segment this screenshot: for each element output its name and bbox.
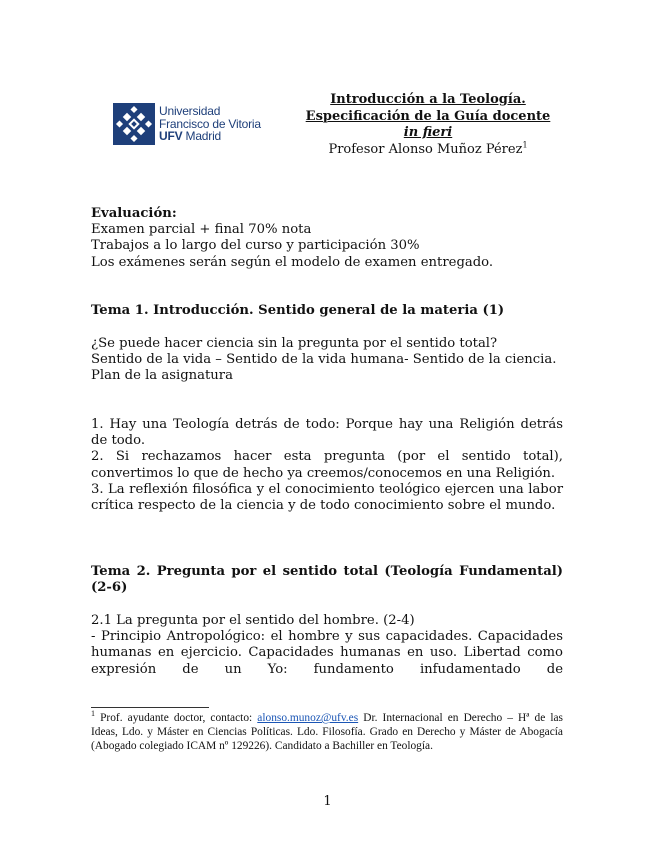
tema1-intro bbox=[91, 336, 563, 385]
tema1-point: 3. La reflexión filosófica y el conocimiento teológico ejercen una labor crítica respecto de la ciencia y de todo conocimiento sobre el mundo. bbox=[91, 481, 563, 514]
evaluacion-line: Examen parcial + final 70% nota bbox=[91, 222, 312, 238]
logo-line-2: Francisco de Vitoria bbox=[159, 116, 261, 131]
tema1-point: 1. Hay una Teología detrás de todo: Porque hay una Religión detrás de todo. bbox=[91, 417, 563, 449]
tema1-heading: Tema 1. Introducción. Sentido general de la materia (1) bbox=[91, 303, 505, 318]
logo-line-3 bbox=[159, 130, 261, 143]
footnote bbox=[91, 711, 563, 754]
tema2-body bbox=[91, 613, 563, 678]
document-title: Introducción a la Teología. bbox=[330, 92, 526, 107]
tema1-question: ¿Se puede hacer ciencia sin la pregunta por el sentido total? bbox=[91, 336, 498, 351]
evaluacion-line: Los exámenes serán según el modelo de examen entregado. bbox=[91, 254, 494, 270]
logo-madrid: Madrid bbox=[182, 129, 222, 143]
tema2-text: - Principio Antropológico: el hombre y sus capacidades. Capacidades humanas en ejercicio. Capacidades humanas en uso. Libertad como expresión de un Yo: fundamento infudamentado de bbox=[91, 629, 563, 677]
logo-wordmark bbox=[159, 105, 261, 143]
ufv-logo-icon bbox=[113, 103, 155, 145]
footnote-ref[interactable]: 1 bbox=[522, 140, 528, 150]
document-header bbox=[288, 92, 568, 158]
page-number: 1 bbox=[323, 794, 332, 809]
contact-email-link[interactable]: alonso.munoz@ufv.es bbox=[257, 712, 359, 724]
footnote-text-after: Dr. Internacional en Derecho – Hª de las Ideas, Ldo. y Máster en Ciencias Políticas. Ldo. Filosofía. Grado en Derecho y Máster de Abogacía (Abogado colegiado ICAM nº 129226). Candidato a Bachiller en Teología. bbox=[91, 712, 563, 753]
tema1-points bbox=[91, 417, 563, 514]
university-logo bbox=[113, 103, 263, 145]
footnote-text-before: Prof. ayudante doctor, contacto: bbox=[95, 712, 258, 724]
logo-line-1: Universidad bbox=[159, 104, 221, 118]
evaluacion-heading: Evaluación: bbox=[91, 206, 177, 221]
document-subtitle: Especificación de la Guía docente bbox=[305, 108, 551, 124]
logo-ufv: UFV bbox=[159, 129, 183, 143]
tema1-sentido: Sentido de la vida – Sentido de la vida humana- Sentido de la ciencia. bbox=[91, 352, 557, 368]
footnote-mark: 1 bbox=[91, 709, 95, 719]
tema1-plan: Plan de la asignatura bbox=[91, 368, 233, 384]
document-subtitle-italic: in fieri bbox=[403, 125, 453, 140]
tema1-point: 2. Si rechazamos hacer esta pregunta (por el sentido total), convertimos lo que de hecho ya creemos/conocemos en una Religión. bbox=[91, 449, 563, 481]
tema2-heading: Tema 2. Pregunta por el sentido total (Teología Fundamental) (2-6) bbox=[91, 564, 563, 596]
evaluacion-line: Trabajos a lo largo del curso y participación 30% bbox=[91, 238, 420, 254]
evaluacion-section bbox=[91, 206, 563, 271]
tema2-subheading: 2.1 La pregunta por el sentido del hombre. (2-4) bbox=[91, 613, 415, 628]
tema1-heading-block bbox=[91, 303, 563, 319]
footnote-divider bbox=[91, 707, 209, 708]
tema2-heading-block bbox=[91, 564, 563, 596]
professor-name: Profesor Alonso Muñoz Pérez bbox=[328, 141, 523, 157]
professor-line bbox=[288, 142, 568, 159]
